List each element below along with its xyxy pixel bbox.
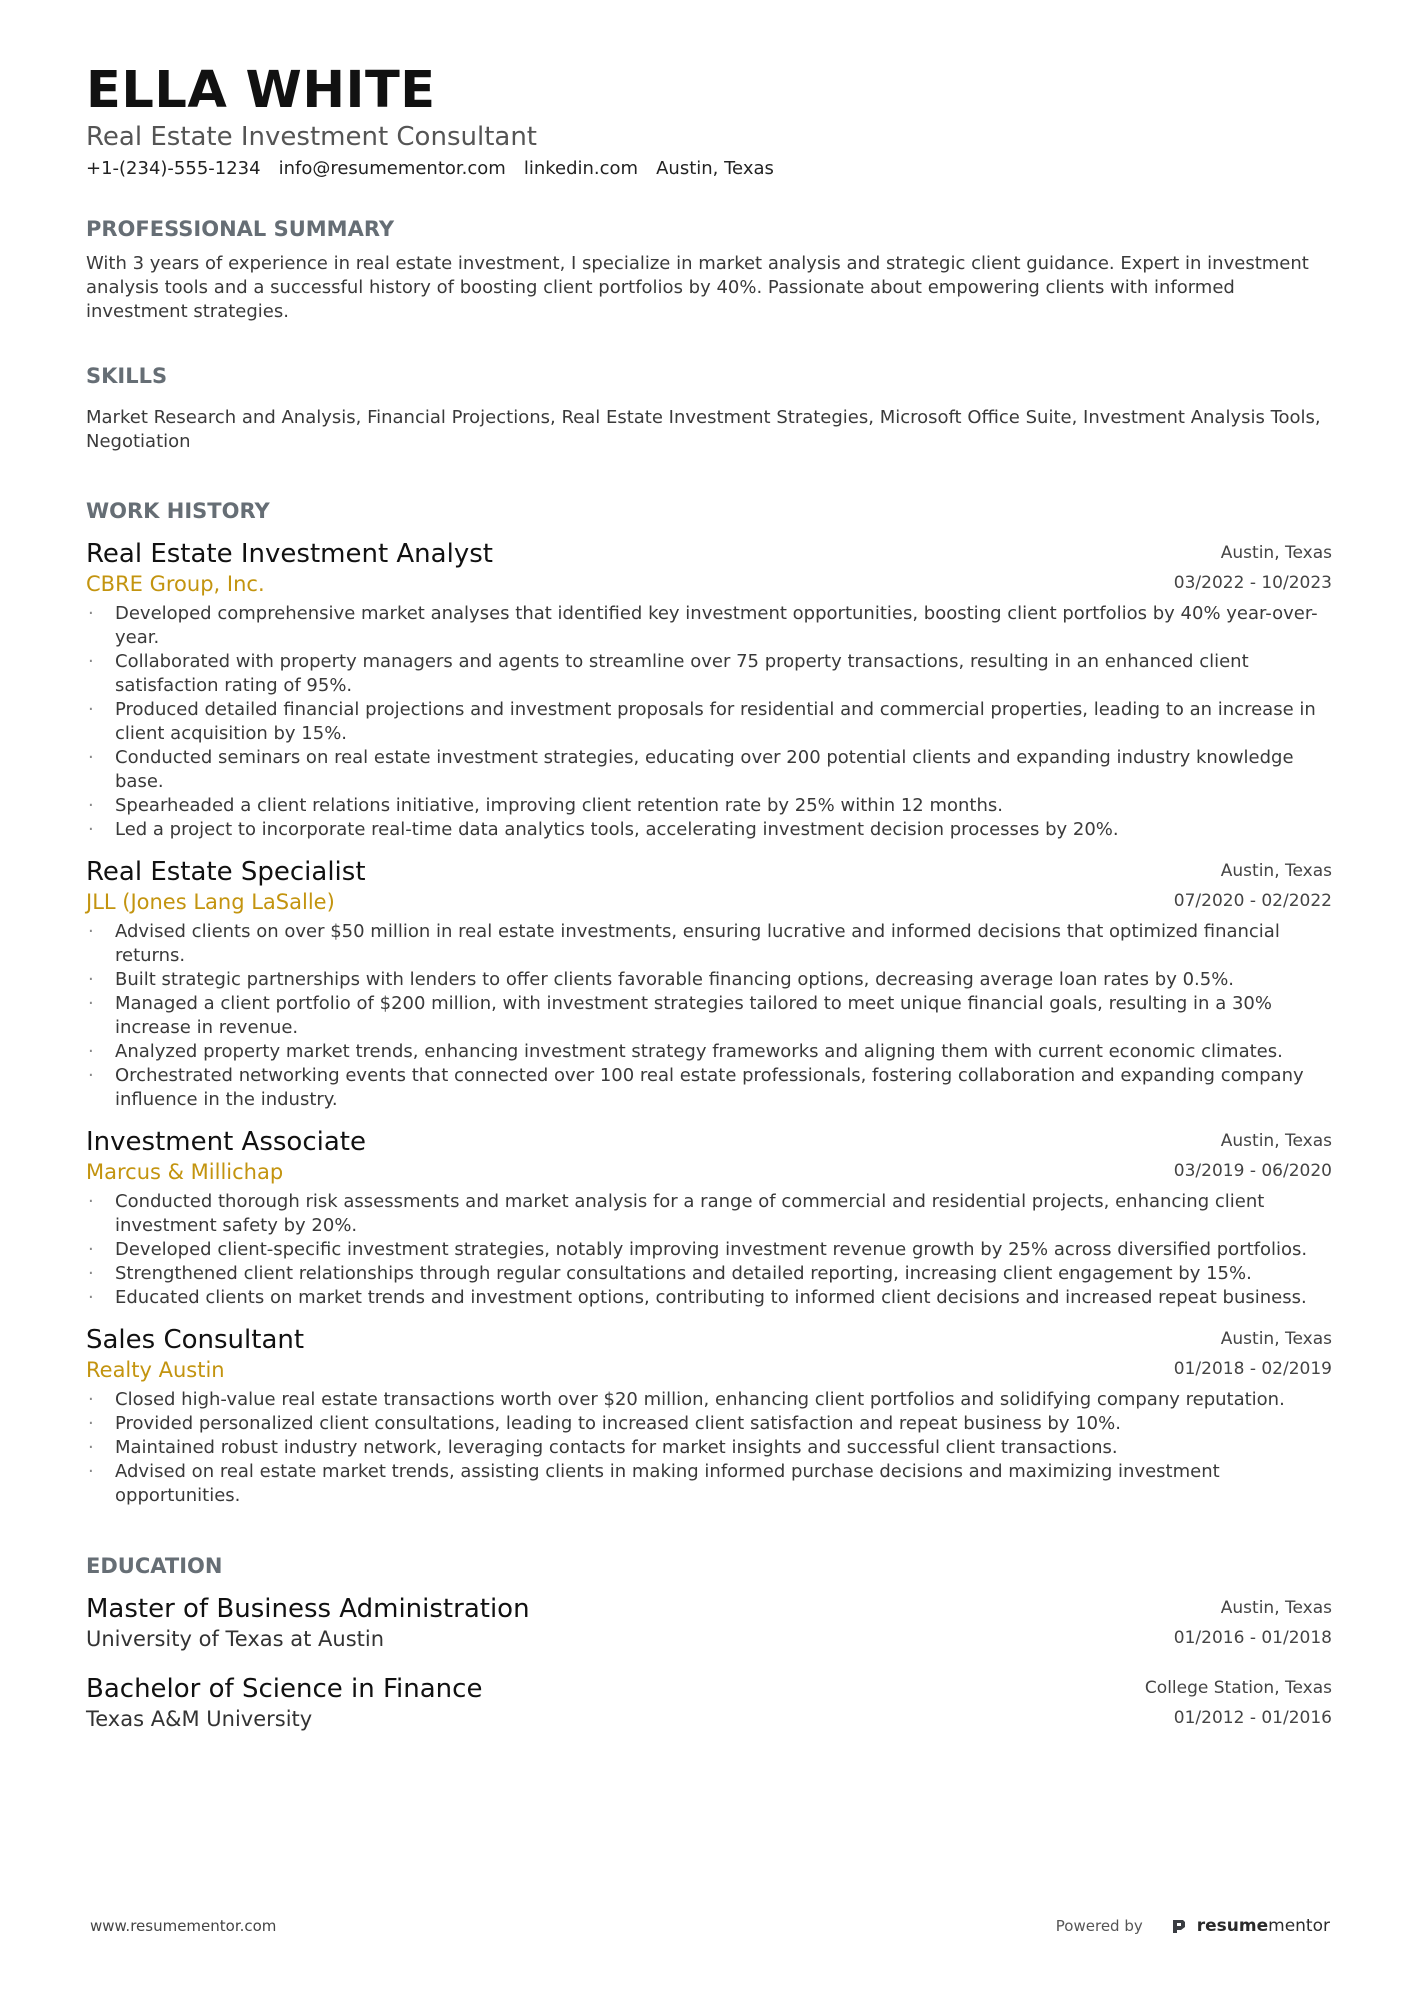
bullet-item: · Built strategic partnerships with lenders to offer clients favorable financing options, decreasing average loan rates by 0.5%. bbox=[86, 968, 1332, 992]
footer-branding bbox=[1056, 1916, 1330, 1936]
contact-location: Austin, Texas bbox=[656, 158, 774, 180]
section-heading: WORK HISTORY bbox=[86, 498, 270, 523]
degree-title: Bachelor of Science in Finance bbox=[86, 1674, 483, 1705]
school-name: University of Texas at Austin bbox=[86, 1627, 385, 1652]
education-location: Austin, Texas bbox=[1220, 1598, 1332, 1619]
bullet-item: · Managed a client portfolio of $200 million, with investment strategies tailored to meet unique financial goals, resulting in a 30% increase in revenue. bbox=[86, 992, 1332, 1040]
education-header bbox=[86, 1593, 1332, 1653]
summary-text: With 3 years of experience in real estate investment, I specialize in market analysis and strategic client guidance. Expert in investment analysis tools and a successful history of boosting client portfolios by 40%. Passionate about empowering clients with informed investment strategies. bbox=[86, 252, 1309, 322]
education-dates: 01/2012 - 01/2016 bbox=[1173, 1708, 1332, 1729]
job-entry bbox=[86, 1126, 1332, 1310]
bullet-item: · Closed high-value real estate transactions worth over $20 million, enhancing client portfolios and solidifying company reputation. bbox=[86, 1388, 1332, 1412]
education-location: College Station, Texas bbox=[1144, 1678, 1332, 1699]
brand-wordmark bbox=[1197, 1916, 1330, 1936]
bullet-item: · Strengthened client relationships through regular consultations and detailed reporting, increasing client engagement by 15%. bbox=[86, 1262, 1332, 1286]
education-header bbox=[86, 1673, 1332, 1733]
job-bullets bbox=[86, 920, 1332, 1112]
brand-rest: mentor bbox=[1268, 1916, 1330, 1936]
contact-email: info@resumementor.com bbox=[278, 158, 506, 180]
job-company: CBRE Group, Inc. bbox=[86, 572, 265, 597]
job-header bbox=[86, 1324, 1332, 1384]
bullet-item: · Conducted thorough risk assessments and market analysis for a range of commercial and residential projects, enhancing client investment safety by 20%. bbox=[86, 1190, 1332, 1238]
education-dates: 01/2016 - 01/2018 bbox=[1173, 1628, 1332, 1649]
contact-line bbox=[86, 157, 1332, 180]
job-title: Investment Associate bbox=[86, 1127, 366, 1158]
contact-phone: +1-(234)-555-1234 bbox=[86, 158, 261, 180]
job-title: Sales Consultant bbox=[86, 1325, 305, 1356]
powered-by-label: Powered by bbox=[1055, 1917, 1143, 1935]
work-history-section bbox=[86, 499, 1332, 1508]
bullet-item: · Collaborated with property managers and agents to streamline over 75 property transactions, resulting in an enhanced client satisfaction rating of 95%. bbox=[86, 650, 1332, 698]
education-entry bbox=[86, 1593, 1332, 1653]
bullet-item: · Analyzed property market trends, enhancing investment strategy frameworks and aligning them with current economic climates. bbox=[86, 1040, 1332, 1064]
section-heading: SKILLS bbox=[86, 363, 168, 388]
job-title: Real Estate Investment Analyst bbox=[86, 539, 493, 570]
job-dates: 01/2018 - 02/2019 bbox=[1173, 1359, 1332, 1380]
contact-linkedin: linkedin.com bbox=[523, 158, 639, 180]
bullet-item: · Developed client-specific investment strategies, notably improving investment revenue growth by 25% across diversified portfolios. bbox=[86, 1238, 1332, 1262]
job-bullets bbox=[86, 602, 1332, 842]
job-entry bbox=[86, 856, 1332, 1112]
job-entry bbox=[86, 1324, 1332, 1508]
job-title: Real Estate Specialist bbox=[86, 857, 366, 888]
education-section bbox=[86, 1554, 1332, 1733]
footer-website-link[interactable]: www.resumementor.com bbox=[90, 1917, 277, 1935]
resume-header bbox=[86, 62, 1332, 181]
job-location: Austin, Texas bbox=[1220, 1329, 1332, 1350]
job-header bbox=[86, 856, 1332, 916]
job-location: Austin, Texas bbox=[1220, 861, 1332, 882]
summary-section bbox=[86, 217, 1332, 324]
school-name: Texas A&M University bbox=[86, 1707, 313, 1732]
job-location: Austin, Texas bbox=[1220, 1131, 1332, 1152]
job-company: JLL (Jones Lang LaSalle) bbox=[86, 890, 335, 915]
bullet-item: · Produced detailed financial projections and investment proposals for residential and commercial properties, leading to an increase in client acquisition by 15%. bbox=[86, 698, 1332, 746]
section-heading: EDUCATION bbox=[86, 1554, 223, 1579]
bullet-item: · Maintained robust industry network, leveraging contacts for market insights and successful client transactions. bbox=[86, 1436, 1332, 1460]
job-dates: 07/2020 - 02/2022 bbox=[1173, 891, 1332, 912]
job-header bbox=[86, 538, 1332, 598]
job-bullets bbox=[86, 1190, 1332, 1310]
job-bullets bbox=[86, 1388, 1332, 1508]
bullet-item: · Led a project to incorporate real-time data analytics tools, accelerating investment decision processes by 20%. bbox=[86, 818, 1332, 842]
bullet-item: · Advised on real estate market trends, assisting clients in making informed purchase decisions and maximizing investment opportunities. bbox=[86, 1460, 1332, 1508]
section-heading: PROFESSIONAL SUMMARY bbox=[86, 216, 395, 241]
resumementor-logo-icon bbox=[1171, 1918, 1187, 1934]
resume-content bbox=[86, 62, 1332, 1733]
job-dates: 03/2019 - 06/2020 bbox=[1173, 1161, 1332, 1182]
degree-title: Master of Business Administration bbox=[86, 1594, 530, 1625]
education-entry bbox=[86, 1673, 1332, 1733]
bullet-item: · Developed comprehensive market analyses that identified key investment opportunities, boosting client portfolios by 40% year-over-year. bbox=[86, 602, 1332, 650]
bullet-item: · Conducted seminars on real estate investment strategies, educating over 200 potential clients and expanding industry knowledge base. bbox=[86, 746, 1332, 794]
bullet-item: · Orchestrated networking events that connected over 100 real estate professionals, fostering collaboration and expanding company influence in the industry. bbox=[86, 1064, 1332, 1112]
brand-bold: resume bbox=[1196, 1916, 1269, 1936]
job-location: Austin, Texas bbox=[1220, 543, 1332, 564]
candidate-title: Real Estate Investment Consultant bbox=[86, 121, 537, 152]
skills-section bbox=[86, 364, 1332, 454]
bullet-item: · Educated clients on market trends and investment options, contributing to informed client decisions and increased repeat business. bbox=[86, 1286, 1332, 1310]
job-dates: 03/2022 - 10/2023 bbox=[1173, 573, 1332, 594]
job-entry bbox=[86, 538, 1332, 842]
job-company: Realty Austin bbox=[86, 1358, 225, 1383]
bullet-item: · Advised clients on over $50 million in real estate investments, ensuring lucrative and informed decisions that optimized financial returns. bbox=[86, 920, 1332, 968]
bullet-item: · Spearheaded a client relations initiative, improving client retention rate by 25% within 12 months. bbox=[86, 794, 1332, 818]
page-footer bbox=[90, 1916, 1330, 1936]
job-company: Marcus & Millichap bbox=[86, 1160, 284, 1185]
bullet-item: · Provided personalized client consultations, leading to increased client satisfaction and repeat business by 10%. bbox=[86, 1412, 1332, 1436]
skills-text: Market Research and Analysis, Financial Projections, Real Estate Investment Strategies, Microsoft Office Suite, Investment Analysis Tools, Negotiation bbox=[86, 406, 1321, 452]
job-header bbox=[86, 1126, 1332, 1186]
candidate-name: ELLA WHITE bbox=[86, 61, 436, 120]
